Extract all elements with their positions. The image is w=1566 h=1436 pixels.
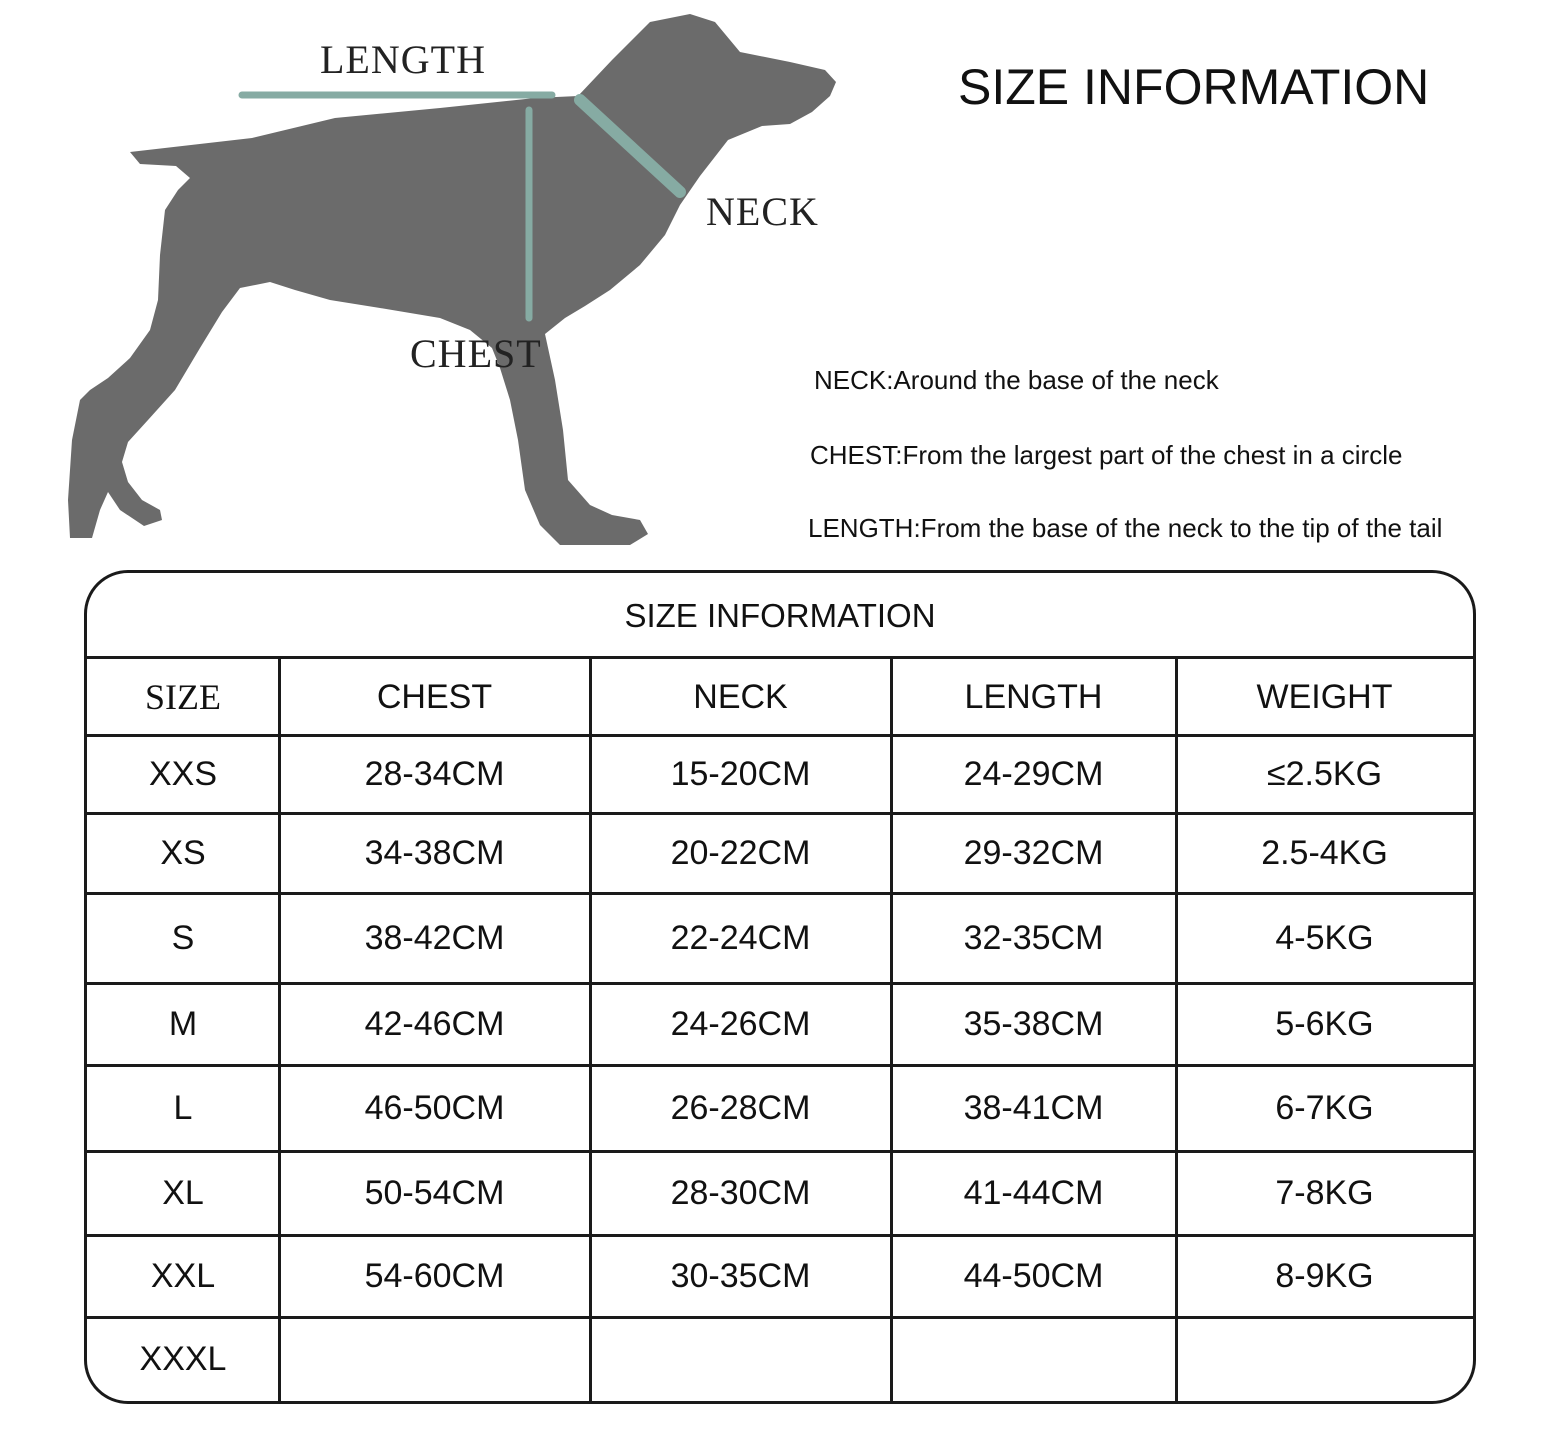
cell-weight: 8-9KG	[1275, 1256, 1374, 1295]
cell-size: XXL	[150, 1256, 216, 1295]
length-definition: LENGTH:From the base of the neck to the tip of the tail	[808, 513, 1443, 543]
cell-chest: 34-38CM	[364, 833, 505, 872]
cell-neck: 22-24CM	[670, 918, 811, 957]
cell-neck: 28-30CM	[670, 1173, 811, 1212]
header-size: SIZE	[145, 677, 221, 717]
cell-length: 44-50CM	[963, 1256, 1104, 1295]
cell-length	[891, 1317, 1176, 1401]
cell-chest: 54-60CM	[364, 1256, 505, 1295]
dog-silhouette-diagram	[0, 0, 900, 570]
cell-neck	[590, 1317, 891, 1401]
cell-size: XL	[162, 1173, 204, 1212]
cell-length: 29-32CM	[963, 833, 1104, 872]
cell-chest: 28-34CM	[364, 754, 505, 793]
cell-size: M	[168, 1004, 198, 1043]
size-table	[84, 570, 1476, 1404]
cell-length: 41-44CM	[963, 1173, 1104, 1212]
length-label: LENGTH	[320, 37, 486, 82]
chest-definition: CHEST:From the largest part of the chest in a circle	[810, 440, 1403, 470]
chest-label: CHEST	[410, 331, 542, 376]
cell-chest: 38-42CM	[364, 918, 505, 957]
cell-chest	[279, 1317, 590, 1401]
cell-weight: 5-6KG	[1275, 1004, 1374, 1043]
cell-weight: 7-8KG	[1275, 1173, 1374, 1212]
cell-neck: 30-35CM	[670, 1256, 811, 1295]
neck-label: NECK	[706, 189, 819, 234]
cell-chest: 42-46CM	[364, 1004, 505, 1043]
cell-weight	[1176, 1317, 1473, 1401]
cell-size: XXXL	[139, 1339, 227, 1378]
cell-length: 35-38CM	[963, 1004, 1104, 1043]
cell-neck: 15-20CM	[670, 754, 811, 793]
table-title: SIZE INFORMATION	[87, 573, 1473, 659]
header-length: LENGTH	[964, 677, 1103, 716]
cell-length: 38-41CM	[963, 1088, 1104, 1127]
cell-chest: 50-54CM	[364, 1173, 505, 1212]
cell-neck: 24-26CM	[670, 1004, 811, 1043]
cell-weight: 6-7KG	[1275, 1088, 1374, 1127]
cell-length: 24-29CM	[963, 754, 1104, 793]
cell-length: 32-35CM	[963, 918, 1104, 957]
cell-size: XS	[160, 833, 206, 872]
cell-weight: 2.5-4KG	[1261, 833, 1388, 872]
neck-definition: NECK:Around the base of the neck	[814, 365, 1219, 395]
cell-neck: 26-28CM	[670, 1088, 811, 1127]
header-weight: WEIGHT	[1256, 677, 1393, 716]
header-neck: NECK	[693, 677, 788, 716]
cell-size: S	[171, 918, 195, 957]
cell-size: L	[173, 1088, 193, 1127]
cell-weight: ≤2.5KG	[1266, 754, 1383, 793]
page-title: SIZE INFORMATION	[958, 59, 1430, 115]
cell-size: XXS	[148, 754, 218, 793]
header-chest: CHEST	[376, 677, 493, 716]
cell-weight: 4-5KG	[1275, 918, 1374, 957]
cell-chest: 46-50CM	[364, 1088, 505, 1127]
cell-neck: 20-22CM	[670, 833, 811, 872]
